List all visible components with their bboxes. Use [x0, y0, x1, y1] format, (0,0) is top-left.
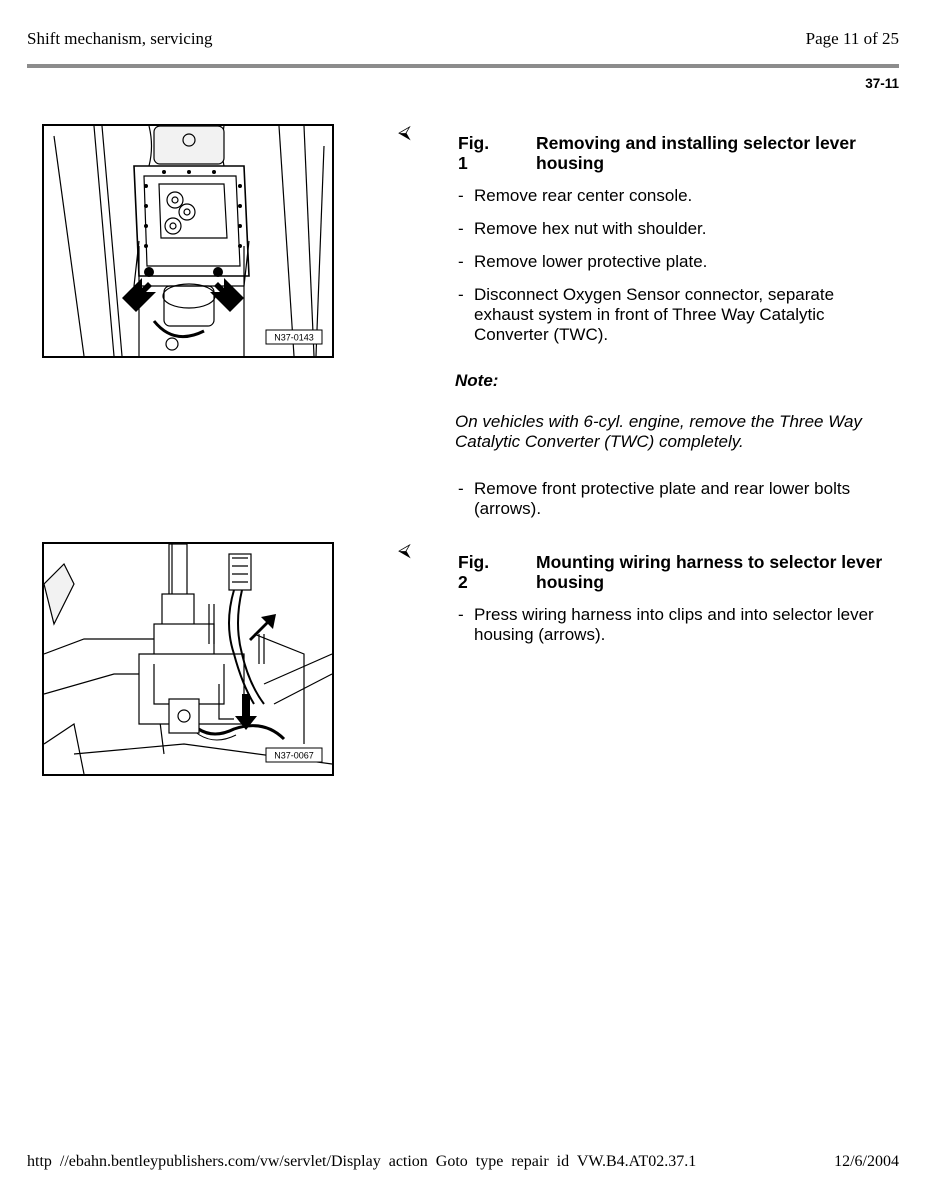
figure-1-number: Fig. 1: [458, 133, 490, 173]
figure-2-code: N37-0067: [274, 750, 314, 761]
bullet-dash: -: [458, 479, 464, 498]
step-text: Press wiring harness into clips and into selector lever housing (arrows).: [474, 605, 874, 644]
section-code: 37-11: [865, 76, 899, 91]
footer-url: http //ebahn.bentleypublishers.com/vw/servlet/Display action Goto type repair id VW.B4.AT02.37.1: [27, 1153, 697, 1170]
step-text: Remove hex nut with shoulder.: [474, 219, 707, 238]
figure-2-title: Mounting wiring harness to selector lever housing: [536, 552, 883, 592]
step-text: Remove lower protective plate.: [474, 252, 708, 271]
note-text: On vehicles with 6-cyl. engine, remove the Three Way Catalytic Converter (TWC) completely.: [455, 412, 862, 451]
header-rule: [27, 64, 899, 68]
bullet-dash: -: [458, 252, 464, 271]
figure-1-title: Removing and installing selector lever housing: [536, 133, 856, 173]
figure-2-number: Fig. 2: [458, 552, 490, 592]
footer-date: 12/6/2004: [834, 1153, 899, 1170]
bullet-dash: -: [458, 219, 464, 238]
header-title: Shift mechanism, servicing: [27, 29, 213, 48]
note-label: Note:: [455, 371, 499, 390]
step-text: Remove front protective plate and rear lower bolts (arrows).: [474, 479, 851, 518]
figure-2-illustration: [42, 542, 334, 776]
figure-1-pointer-icon: ⮘: [398, 122, 411, 143]
step-item: [458, 252, 888, 272]
selector-lever-housing-drawing: [44, 126, 332, 356]
figure-1-illustration: [42, 124, 334, 358]
step-item: [458, 186, 888, 206]
step-item: [458, 605, 888, 645]
figure-1-code: N37-0143: [274, 332, 314, 343]
figure-2-pointer-icon: ⮘: [398, 540, 411, 561]
step-text: Remove rear center console.: [474, 186, 693, 205]
step-text: Disconnect Oxygen Sensor connector, separate exhaust system in front of Three Way Catalytic Converter (TWC).: [474, 285, 835, 344]
step-item: [458, 285, 888, 345]
page-number: Page 11 of 25: [805, 29, 899, 48]
wiring-harness-drawing: [44, 544, 332, 774]
bullet-dash: -: [458, 186, 464, 205]
step-item: [458, 219, 888, 239]
bullet-dash: -: [458, 285, 464, 304]
bullet-dash: -: [458, 605, 464, 624]
step-item: [458, 479, 888, 519]
